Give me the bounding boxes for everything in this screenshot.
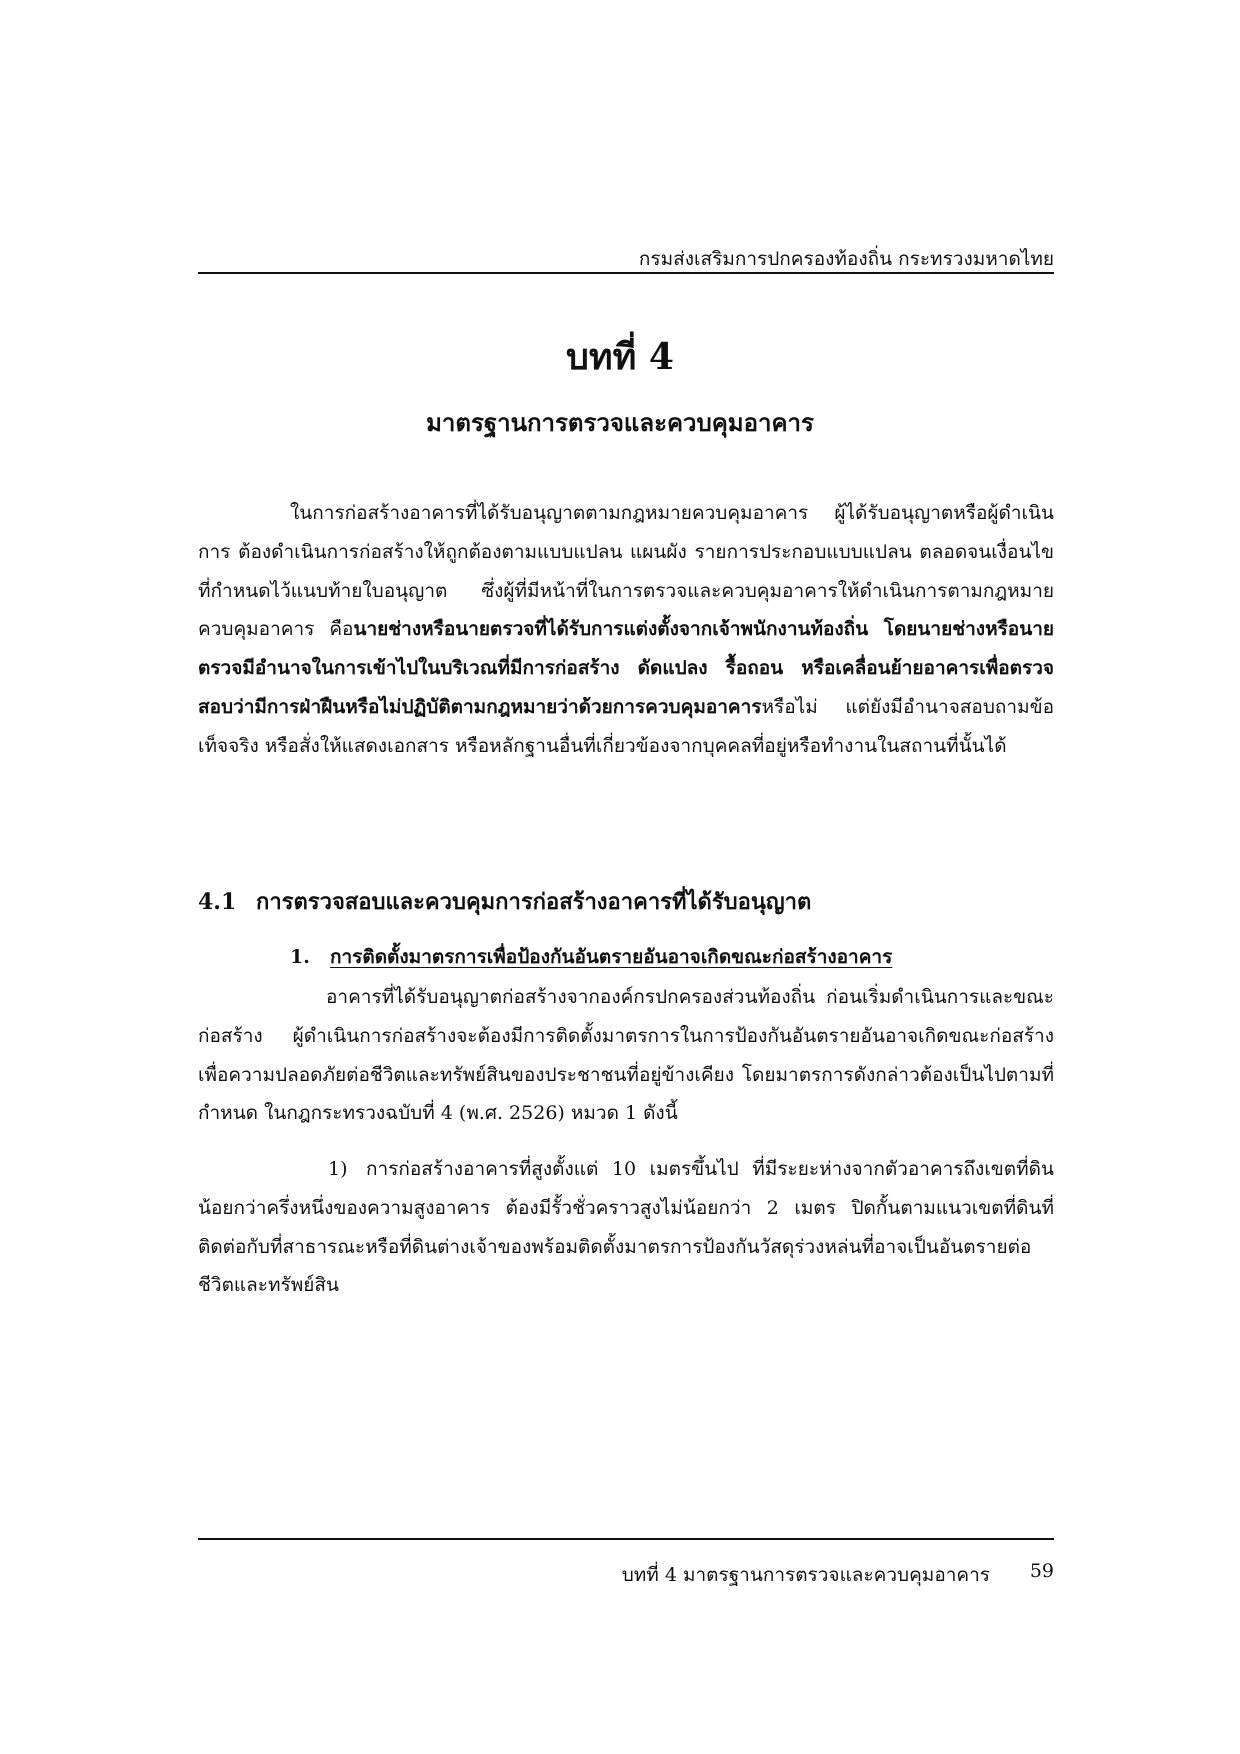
section-title: การตรวจสอบและควบคุมการก่อสร้างอาคารที่ได้รับอนุญาต [256,889,812,915]
subitem-paragraph [198,1150,1054,1305]
header-divider [198,272,1054,274]
chapter-title: บทที่ 4 [566,336,674,378]
item-paragraph: อาคารที่ได้รับอนุญาตก่อสร้างจากองค์กรปกครองส่วนท้องถิ่น ก่อนเริ่มดำเนินการและขณะก่อสร้าง ผู้ดำเนินการก่อสร้างจะต้องมีการติดตั้งมาตรการในการป้องกันอันตรายอันอาจเกิดขณะก่อสร้าง เพื่อความปลอดภัยต่อชีวิตและทรัพย์สินของประชาชนที่อยู่ข้างเคียง โดยมาตรการดังกล่าวต้องเป็นไปตามที่กำหนด ในกฎกระทรวงฉบับที่ 4 (พ.ศ. 2526) หมวด 1 ดังนี้ [198,986,1054,1125]
item-number: 1. [290,946,310,968]
subitem-number: 1) [328,1158,348,1180]
intro-text-bold: นายช่างหรือนายตรวจที่ได้รับการแต่งตั้งจากเจ้าพนักงานท้องถิ่น โดยนายช่างหรือนายตรวจมีอำนาจในการเข้าไปในบริเวณที่มีการก่อสร้าง ดัดแปลง รื้อถอน หรือเคลื่อนย้ายอาคารเพื่อตรวจสอบว่ามีการฝ่าฝืนหรือไม่ปฏิบัติตามกฎหมายว่าด้วยการควบคุมอาคาร [198,618,1054,718]
section-number: 4.1 [198,889,237,915]
item-heading [290,942,892,972]
section-heading [198,884,811,919]
running-footer: บทที่ 4 มาตรฐานการตรวจและควบคุมอาคาร [621,1564,990,1586]
item-title: การติดตั้งมาตรการเพื่อป้องกันอันตรายอันอาจเกิดขณะก่อสร้างอาคาร [330,946,893,968]
intro-text-part2: หรือไม่ แต่ยังมีอำนาจสอบถามข้อเท็จจริง หรือสั่งให้แสดงเอกสาร หรือหลักฐานอื่นที่เกี่ยวข้องจากบุคคลที่อยู่หรือทำงานในสถานที่นั้นได้ [198,695,1054,757]
intro-paragraph [198,494,1054,766]
intro-text-part1: ในการก่อสร้างอาคารที่ได้รับอนุญาตตามกฎหมายควบคุมอาคาร ผู้ได้รับอนุญาตหรือผู้ดำเนินการ ต้องดำเนินการก่อสร้างให้ถูกต้องตามแบบแปลน แผนผัง รายการประกอบแบบแปลน ตลอดจนเงื่อนไขที่กำหนดไว้แนบท้ายใบอนุญาต ซึ่งผู้ที่มีหน้าที่ในการตรวจและควบคุมอาคารให้ดำเนินการตามกฎหมายควบคุมอาคาร คือ [198,502,1054,641]
running-header: กรมส่งเสริมการปกครองท้องถิ่น กระทรวงมหาดไทย [638,248,1054,270]
chapter-subtitle: มาตรฐานการตรวจและควบคุมอาคาร [426,408,814,437]
subitem-text: การก่อสร้างอาคารที่สูงตั้งแต่ 10 เมตรขึ้นไป ที่มีระยะห่างจากตัวอาคารถึงเขตที่ดินน้อยกว่าครึ่งหนึ่งของความสูงอาคาร ต้องมีรั้วชั่วคราวสูงไม่น้อยกว่า 2 เมตร ปิดกั้นตามแนวเขตที่ดินที่ติดต่อกับที่สาธารณะหรือที่ดินต่างเจ้าของพร้อมติดตั้งมาตรการป้องกันวัสดุร่วงหล่นที่อาจเป็นอันตรายต่อชีวิตและทรัพย์สิน [198,1158,1054,1297]
footer-divider [198,1538,1054,1540]
page-number: 59 [1029,1560,1054,1582]
